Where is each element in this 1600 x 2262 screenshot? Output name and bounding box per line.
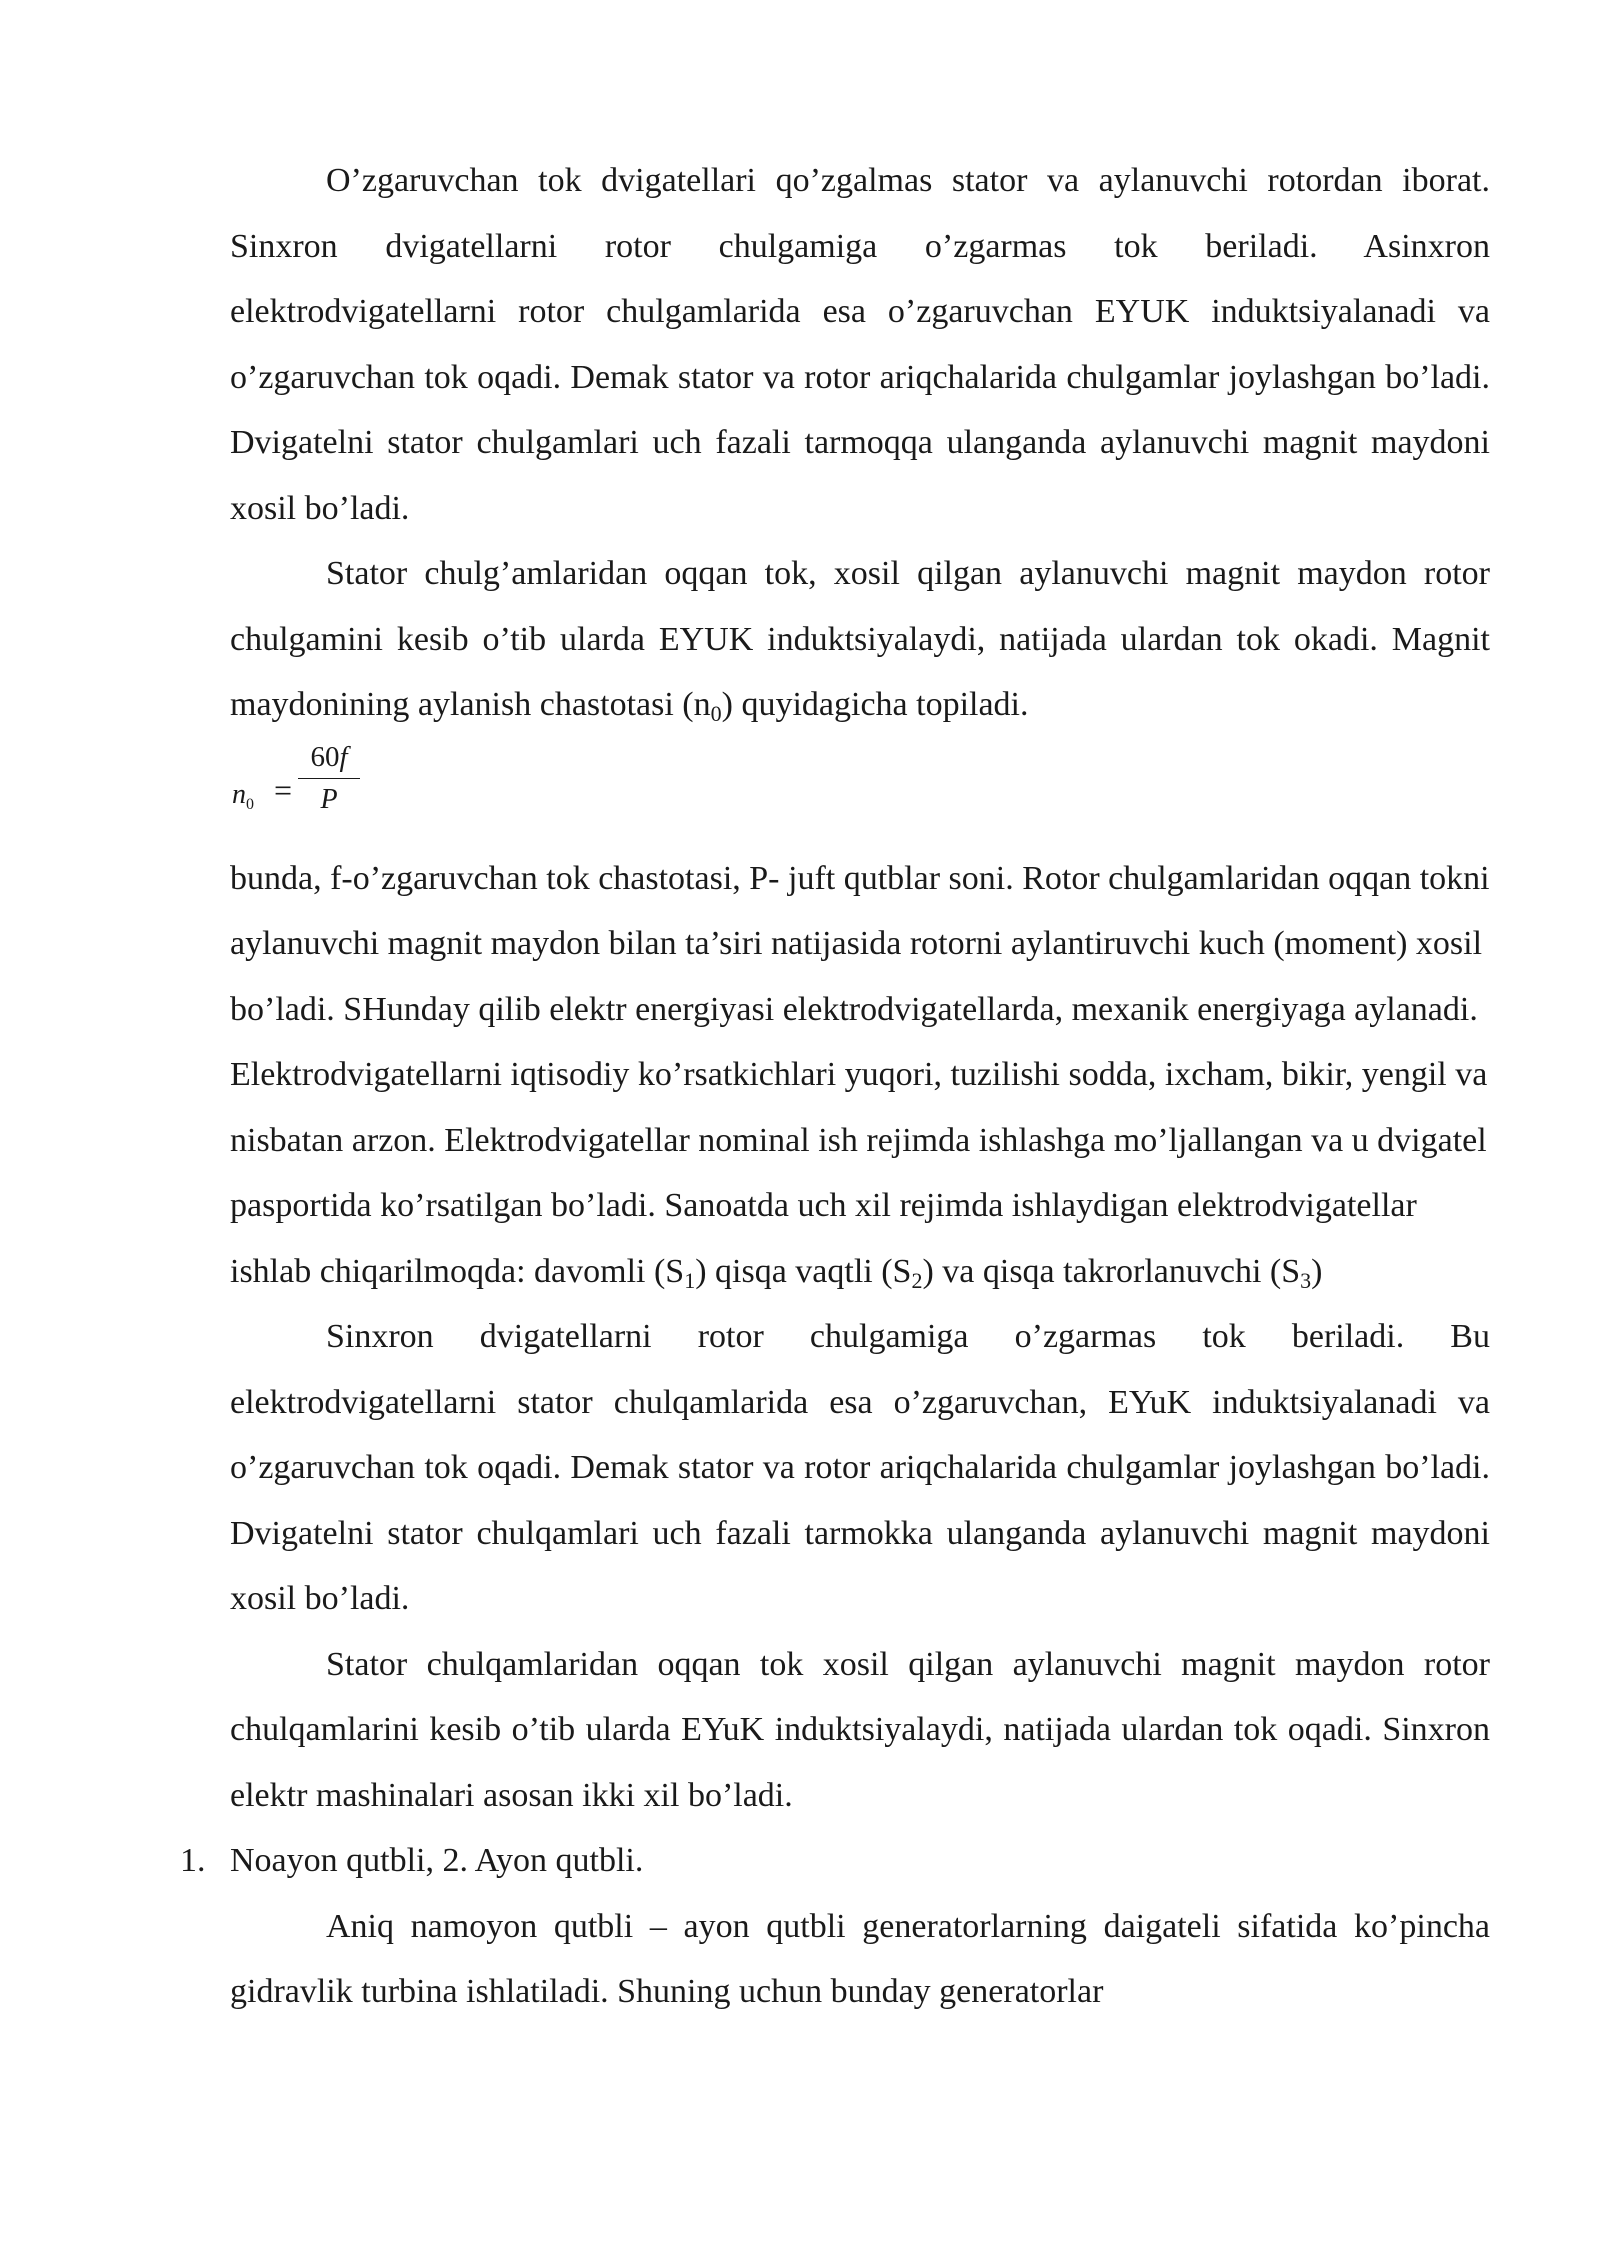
document-page <box>180 148 1490 2025</box>
paragraph-motor-modes-d: ) <box>1311 1252 1323 1290</box>
formula-equals: = <box>274 771 293 808</box>
formula-numerator <box>298 738 360 776</box>
subscript-s2: 2 <box>911 1267 923 1293</box>
paragraph-rotating-field <box>230 541 1490 738</box>
list-item <box>180 1828 1490 1894</box>
paragraph-ac-motors: O’zgaruvchan tok dvigatellari qo’zgalmas stator va aylanuvchi rotordan iborat. Sinxron dvigatellarni rotor chulgamiga o’zgarmas tok beriladi. Asinxron elektrodvigatellarni rotor chulgamlarida esa o’zgaruvchan EYUK induktsiyalanadi va o’zgaruvchan tok oqadi. Demak stator va rotor ariqchalarida chulgamlar joylashgan bo’ladi. Dvigatelni stator chulgamlari uch fazali tarmoqqa ulanganda aylanuvchi magnit maydoni xosil bo’ladi. <box>230 162 1490 527</box>
subscript-s3: 3 <box>1300 1267 1312 1293</box>
subscript-s1: 1 <box>684 1267 696 1293</box>
subscript-n0: 0 <box>710 701 722 726</box>
formula-n0 <box>230 738 1490 846</box>
list-text: Noayon qutbli, 2. Ayon qutbli. <box>230 1842 644 1879</box>
formula-numerator-var: f <box>339 740 348 773</box>
paragraph-motor-modes-c: ) va qisqa takrorlanuvchi (S <box>922 1252 1301 1290</box>
formula-lhs-n: n <box>232 778 246 810</box>
paragraph-motor-modes-b: ) qisqa vaqtli (S <box>695 1252 912 1290</box>
paragraph-synchronous-motors: Sinxron dvigatellarni rotor chulgamiga o’zgarmas tok beriladi. Bu elektrodvigatellarni stator chulqamlarida esa o’zgaruvchan, EYuK induktsiyalanadi va o’zgaruvchan tok oqadi. Demak stator va rotor ariqchalarida chulgamlar joylashgan bo’ladi. Dvigatelni stator chulqamlari uch fazali tarmokka ulanganda aylanuvchi magnit maydoni xosil bo’ladi. <box>230 1318 1490 1617</box>
list-number: 1. <box>180 1842 206 1879</box>
formula-numerator-number: 60 <box>310 740 340 773</box>
paragraph-motor-modes-a: bunda, f-o’zgaruvchan tok chastotasi, P- juft qutblar soni. Rotor chulgamlaridan oqqan tokni aylanuvchi magnit maydon bilan ta’siri natijasida rotorni aylantiruvchi kuch (moment) xosil bo’ladi. SHunday qilib elektr energiyasi elektrodvigatellarda, mexanik energiyaga aylanadi. Elektrodvigatellarni iqtisodiy ko’rsatkichlari yuqori, tuzilishi sodda, ixcham, bikir, yengil va nisbatan arzon. Elektrodvigatellar nominal ish rejimda ishlashga mo’ljallangan va u dvigatel pasportida ko’rsatilgan bo’ladi. Sanoatda uch xil rejimda ishlaydigan elektrodvigatellar ishlab chiqarilmoqda: davomli (S <box>230 859 1490 1290</box>
formula-fraction <box>298 738 360 819</box>
paragraph-synchronous-machines: Stator chulqamlaridan oqqan tok xosil qilgan aylanuvchi magnit maydon rotor chulqamlarini kesib o’tib ularda EYuK induktsiyalaydi, natijada ulardan tok oqadi. Sinxron elektr mashinalari asosan ikki xil bo’ladi. <box>230 1645 1490 1814</box>
paragraph-motor-modes <box>230 846 1490 1305</box>
paragraph-rotating-field-text: Stator chulg’amlaridan oqqan tok, xosil qilgan aylanuvchi magnit maydon rotor chulgamini kesib o’tib ularda EYUK induktsiyalaydi, natijada ulardan tok okadi. Magnit maydonining aylanish chastotasi (n <box>230 555 1490 723</box>
paragraph-salient-pole: Aniq namoyon qutbli – ayon qutbli generatorlarning daigateli sifatida ko’pincha gidravlik turbina ishlatiladi. Shuning uchun bunday generatorlar <box>230 1907 1490 2010</box>
paragraph-rotating-field-end: ) quyidagicha topiladi. <box>721 686 1029 723</box>
formula-lhs-sub: 0 <box>246 795 254 813</box>
formula-lhs <box>232 762 254 838</box>
formula-denominator: P <box>320 783 338 815</box>
formula-fraction-bar <box>298 778 360 779</box>
